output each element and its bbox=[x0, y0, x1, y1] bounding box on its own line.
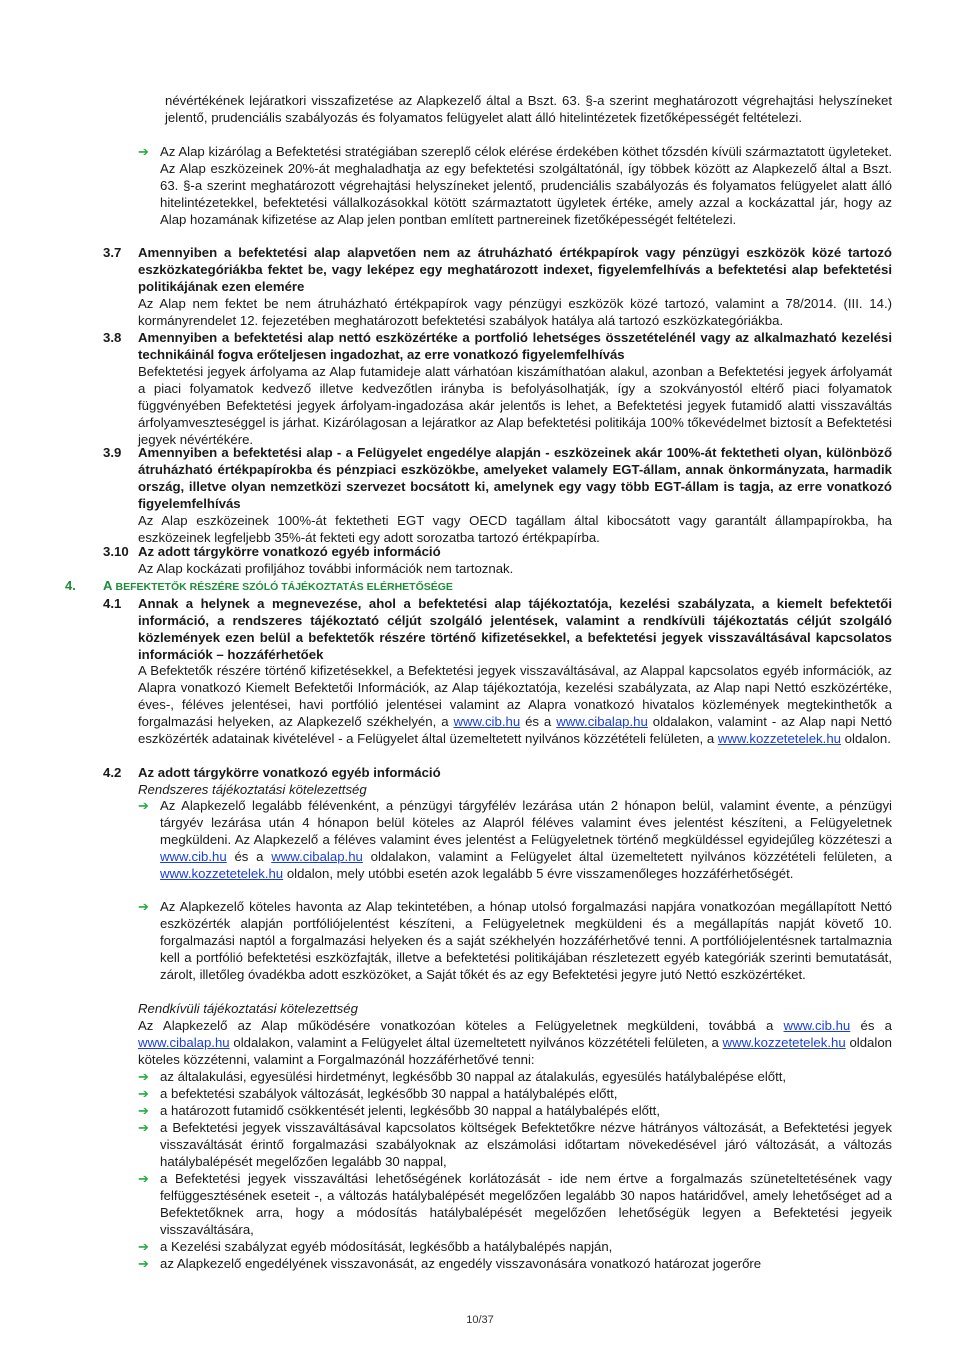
bullet-item bbox=[138, 1102, 892, 1119]
bullet-text: Az Alapkezelő legalább félévenként, a pénzügyi tárgyfélév lezárása után 2 hónapon belül, valamint évente, a pénzügyi tárgyév lezárása után 4 hónapon belül köteles az Alapról féléves valamint éves jelentést készíteni, a Felügyeletnek megküldeni. Az Alapkezelő a féléves valamint éves jelentést a Felügyeletnek történő megküldéssel egyidejűleg közzéteszi a www.cib.hu és a www.cibalap.hu oldalakon, valamint a Felügyelet által üzemeltetett nyilvános közzétételi felületen, a www.kozzetetelek.hu oldalon, mely utóbbi esetén azok legalább 5 évre visszamenőleges hozzáférhetőségét. bbox=[160, 798, 892, 881]
bullet-item bbox=[138, 1085, 892, 1102]
section-heading: Amennyiben a befektetési alap - a Felügyelet engedélye alapján - eszközeinek akár 100%-át fektetheti olyan, különböző átruházható értékpapírokba és pénzpiaci eszközökbe, amelyeket valamely EGT-állam, annak önkormányzata, harmadik ország, illetve olyan nemzetközi szervezet bocsátott ki, amelynek egy vagy több EGT-állam is tagja, az erre vonatkozó figyelemfelhívás bbox=[138, 445, 892, 511]
arrow-bullet-icon: ➔ bbox=[138, 1256, 149, 1271]
paragraph-intro: névértékének lejáratkori visszafizetése az Alapkezelő által a Bszt. 63. §-a szerint meghatározott végrehajtási helyszíneket jelentő, prudenciális szabályozás és folyamatos felügyelet alatt álló hitelintézetek fizetőképességét feltételezi. bbox=[165, 93, 892, 125]
section-number: 4.2 bbox=[103, 765, 122, 780]
bullet-text: Az Alapkezelő köteles havonta az Alap tekintetében, a hónap utolsó forgalmazási napjára vonatkozóan megállapított Nettó eszközérték alapján portfóliójelentést készíteni, a Felügyeletnek megküldeni és a megállapítás napját követő 10. forgalmazási naptól a forgalmazási helyeken és a saját székhelyén hozzáférhetővé tenni. A portfóliójelentésnek tartalmaznia kell a portfólió befektetési eszközfajták, illetve a befektetési politikájában részletezett egyéb kategóriák szerinti bemutatását, zárolt, illetőleg óvadékba adott eszközöket, a Saját tőkét és az egy Befektetési jegyre jutó Nettó eszközértéket. bbox=[160, 899, 892, 982]
link-cibalap[interactable]: www.cibalap.hu bbox=[556, 714, 648, 729]
arrow-bullet-icon: ➔ bbox=[138, 1239, 149, 1254]
bullet-item bbox=[138, 898, 892, 983]
link-cib[interactable]: www.cib.hu bbox=[453, 714, 521, 729]
chapter-heading bbox=[65, 577, 453, 594]
bullet-text: a határozott futamidő csökkentését jelenti, legkésőbb 30 nappal a hatálybalépés előtt, bbox=[160, 1103, 660, 1118]
bullet-text: a Kezelési szabályzat egyéb módosítását, legkésőbb a hatálybalépés napján, bbox=[160, 1239, 613, 1254]
subheading-regular-info: Rendszeres tájékoztatási kötelezettség bbox=[138, 782, 367, 797]
link-kozzetetelek[interactable]: www.kozzetetelek.hu bbox=[160, 866, 284, 881]
link-kozzetetelek[interactable]: www.kozzetetelek.hu bbox=[722, 1035, 846, 1050]
arrow-bullet-icon: ➔ bbox=[138, 144, 149, 159]
bullet-item bbox=[138, 1068, 892, 1085]
section-number: 3.10 bbox=[103, 544, 129, 559]
section-heading: Amennyiben a befektetési alap nettó eszközértéke a portfolió lehetséges összetételénél vagy az alkalmazható kezelési technikáinál fogva erőteljesen ingadozhat, az erre vonatkozó figyelemfelhívás bbox=[138, 330, 892, 362]
bullet-item bbox=[138, 1119, 892, 1170]
bullet-item bbox=[138, 797, 892, 882]
section-body: Az Alap eszközeinek 100%-át fektetheti EGT vagy OECD tagállam által kibocsátott vagy garantált állampapírokba, ha eszközeinek legfeljebb 35%-át fekteti egy adott sorozatba tartozó értékpapírba. bbox=[138, 513, 892, 545]
section-number: 4.1 bbox=[103, 596, 122, 611]
link-cib[interactable]: www.cib.hu bbox=[160, 849, 227, 864]
arrow-bullet-icon: ➔ bbox=[138, 798, 149, 813]
link-kozzetetelek[interactable]: www.kozzetetelek.hu bbox=[717, 731, 841, 746]
section-body: Az Alapkezelő az Alap működésére vonatkozóan köteles a Felügyeletnek megküldeni, továbbá a www.cib.hu és a www.cibalap.hu oldalakon, valamint a Felügyelet által üzemeltetett nyilvános közzétételi felületen, a www.kozzetetelek.hu oldalon köteles közzétenni, valamint a Forgalmazónál hozzáférhetővé tenni: bbox=[138, 1018, 892, 1067]
arrow-bullet-icon: ➔ bbox=[138, 899, 149, 914]
link-cib[interactable]: www.cib.hu bbox=[783, 1018, 851, 1033]
bullet-text: az Alapkezelő engedélyének visszavonását, az engedély visszavonására vonatkozó határozat jogerőre bbox=[160, 1256, 762, 1271]
link-cibalap[interactable]: www.cibalap.hu bbox=[271, 849, 363, 864]
link-cibalap[interactable]: www.cibalap.hu bbox=[138, 1035, 230, 1050]
section-number: 3.8 bbox=[103, 330, 122, 345]
bullet-item bbox=[138, 1255, 892, 1272]
bullet-text: a befektetési szabályok változását, legkésőbb 30 nappal a hatálybalépés előtt, bbox=[160, 1086, 618, 1101]
bullet-text: a Befektetési jegyek visszaváltásával kapcsolatos költségek Befektetőkre nézve hátrányos változását, a Befektetési jegyek visszaváltását érintő forgalmazási szabályoknak az elszámolási időtartam növekedésével járó változását, a változás hatálybalépését megelőzően legalább 30 nappal, bbox=[160, 1120, 892, 1169]
bullet-item bbox=[138, 143, 892, 228]
section-body: Az Alap nem fektet be nem átruházható értékpapírok vagy pénzügyi eszközök közé tartozó, valamint a 78/2014. (III. 14.) kormányrendelet 12. fejezetében meghatározott befektetési szabályok hatálya alá tartozó eszközkategóriákba. bbox=[138, 296, 892, 328]
chapter-number: 4. bbox=[65, 578, 76, 593]
arrow-bullet-icon: ➔ bbox=[138, 1171, 149, 1186]
arrow-bullet-icon: ➔ bbox=[138, 1069, 149, 1084]
bullet-text: a Befektetési jegyek visszaváltási lehetőségének korlátozását - ide nem értve a forgalmazás szüneteltetésének vagy felfüggesztésének eseteit -, a változás hatálybalépését megelőzően legalább 30 napos határidővel, amely lehetőséget ad a Befektetőknek arra, hogy a módosítás hatálybalépését megelőzően lehetőségük legyen a Befektetési jegyeik visszaváltására, bbox=[160, 1171, 892, 1237]
section-number: 3.7 bbox=[103, 245, 122, 260]
section-heading: Annak a helynek a megnevezése, ahol a befektetési alap tájékoztatója, kezelési szabályzata, a kiemelt befektetői információ, a rendszeres tájékoztató céljút szolgáló jelentések, valamint a rendkívüli tájékoztatás céljút szolgáló közlemények ezen belül a befektetők részére történő kifizetésekkel, a befektetési jegyek visszaváltásával kapcsolatos információk – hozzáférhetőek bbox=[138, 596, 892, 662]
bullet-text: az általakulási, egyesülési hirdetményt, legkésőbb 30 nappal az átalakulás, egyesülés hatálybalépése előtt, bbox=[160, 1069, 787, 1084]
subheading-extraordinary-info: Rendkívüli tájékoztatási kötelezettség bbox=[138, 1001, 358, 1016]
section-heading: Az adott tárgykörre vonatkozó egyéb információ bbox=[138, 544, 441, 559]
arrow-bullet-icon: ➔ bbox=[138, 1103, 149, 1118]
arrow-bullet-icon: ➔ bbox=[138, 1086, 149, 1101]
bullet-text: Az Alap kizárólag a Befektetési stratégiában szereplő célok elérése érdekében köthet tőzsdén kívüli származtatott ügyleteket. Az Alap eszközeinek 20%-át meghaladhatja az egy befektetési szolgáltatónál, így többek között az Alapkezelő által a Bszt. 63. §-a szerint meghatározott végrehajtási helyszíneket jelentő, prudenciális szabályozás és folyamatos felügyelet alatt álló hitelintézetekkel, befektetési vállalkozásokkal kötött származtatott ügyletek értéke, amely azzal a kockázattal jár, hogy az Alap hozamának kifizetése az Alap jelen pontban említett partnereinek fizetőképességét feltételezi. bbox=[160, 144, 892, 227]
section-body: Az Alap kockázati profiljához további információk nem tartoznak. bbox=[138, 561, 514, 576]
page-number: 10/37 bbox=[466, 1314, 494, 1326]
arrow-bullet-icon: ➔ bbox=[138, 1120, 149, 1135]
section-heading: Az adott tárgykörre vonatkozó egyéb információ bbox=[138, 765, 441, 780]
section-heading: Amennyiben a befektetési alap alapvetően nem az átruházható értékpapírok vagy pénzügyi eszközök közé tartozó eszközkategóriákba fektet be, vagy leképez egy meghatározott indexet, figyelemfelhívás a befektetési alap befektetési politikájának ezen elemére bbox=[138, 245, 892, 294]
section-body: A Befektetők részére történő kifizetésekkel, a Befektetési jegyek visszaváltásával, az Alappal kapcsolatos egyéb információk, az Alapra vonatkozó Kiemelt Befektetői Információk, az Alap tájékoztatója, kezelési szabályzata, az Alap napi Nettó eszközértéke, éves-, féléves jelentései, havi portfólió jelentései valamint az Alapra vonatkozó hivatalos közlemények megtekinthetők a forgalmazási helyeken, az Alapkezelő székhelyén, a www.cib.hu és a www.cibalap.hu oldalakon, valamint - az Alap napi Nettó eszközérték adatainak kivételével - a Felügyelet által üzemeltetett nyilvános közzétételi felületen, a www.kozzetetelek.hu oldalon. bbox=[138, 663, 892, 746]
section-number: 3.9 bbox=[103, 445, 122, 460]
chapter-title: BEFEKTETŐK RÉSZÉRE SZÓLÓ TÁJÉKOZTATÁS ELÉRHETŐSÉGE bbox=[115, 581, 453, 593]
section-body: Befektetési jegyek árfolyama az Alap futamideje alatt várhatóan kiszámíthatóan alakul, azonban a Befektetési jegyek árfolyamát a piaci folyamatok kedvező illetve kedvezőtlen irányba is befolyásolhatják, így a szokványostól eltérő piaci folyamatok függvényében Befektetési jegyek árfolyam-ingadozása akár jelentős is lehet, a Befektetési jegyek futamidő alatti visszaváltás árfolyamveszteséggel is járhat. Kizárólagosan a lejáratkor az Alap befektetési politikája 100% tőkevédelmet biztosít a Befektetési jegyek névértékére. bbox=[138, 364, 892, 447]
chapter-title-initial: A bbox=[103, 578, 112, 593]
bullet-item bbox=[138, 1238, 892, 1255]
bullet-item bbox=[138, 1170, 892, 1238]
